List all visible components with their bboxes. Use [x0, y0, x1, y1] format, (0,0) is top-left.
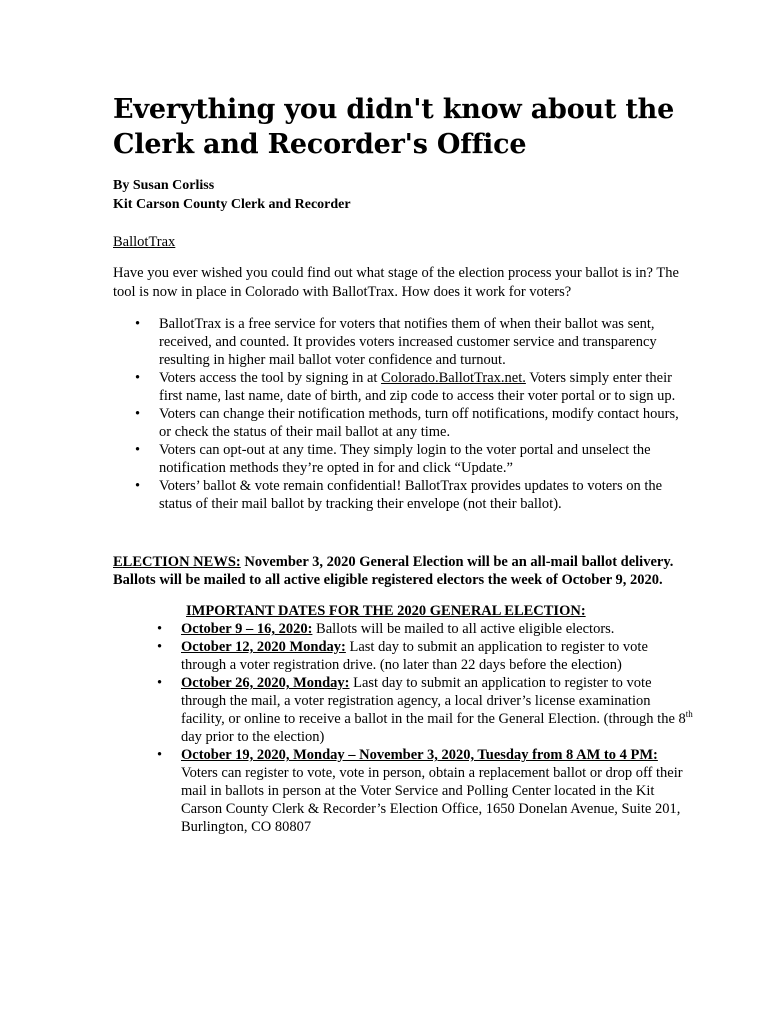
date-label: October 9 – 16, 2020:	[181, 621, 313, 637]
ordinal-suffix: th	[685, 709, 693, 720]
date-item	[181, 638, 693, 674]
date-text: Voters can register to vote, vote in person, obtain a replacement ballot or drop off their mail in ballots in person at the Voter Service and Polling Center located in the Kit Carson County Clerk & Recorder’s Election Office, 1650 Donelan Avenue, Suite 201, Burlington, CO 80807	[181, 765, 683, 835]
date-item	[181, 674, 693, 746]
author-role: Kit Carson County Clerk and Recorder	[113, 197, 351, 212]
author-name: By Susan Corliss	[113, 178, 215, 193]
date-label: October 26, 2020, Monday:	[181, 675, 350, 691]
date-item	[181, 746, 693, 836]
intro-paragraph: Have you ever wished you could find out what stage of the election process your ballot is in? The tool is now in place in Colorado with BallotTrax. How does it work for voters?	[113, 265, 679, 300]
election-news-text: November 3, 2020 General Election will be an all-mail ballot delivery. Ballots will be mailed to all active eligible registered electors the week of October 9, 2020.	[113, 554, 674, 588]
election-news	[113, 553, 693, 589]
date-label: October 19, 2020, Monday – November 3, 2020, Tuesday from 8 AM to 4 PM:	[181, 747, 658, 763]
date-label: October 12, 2020 Monday:	[181, 639, 346, 655]
section-heading-ballottrax: BallotTrax	[113, 234, 176, 250]
ballottrax-link[interactable]: Colorado.BallotTrax.net.	[381, 370, 526, 386]
election-news-label: ELECTION NEWS:	[113, 554, 241, 570]
important-dates-heading: IMPORTANT DATES FOR THE 2020 GENERAL ELECTION:	[186, 603, 586, 619]
bullet-item: • Voters’ ballot & vote remain confidential! BallotTrax provides updates to voters on the status of their mail ballot by tracking their envelope (not their ballot).	[159, 477, 693, 513]
date-text: day prior to the election)	[181, 729, 325, 745]
bullet-item: • BallotTrax is a free service for voters that notifies them of when their ballot was sent, received, and counted. It provides voters increased customer service and transparency resulting in higher mail ballot voter confidence and turnout.	[159, 315, 693, 369]
bullet-item	[159, 369, 693, 405]
bullet-item: • Voters can change their notification methods, turn off notifications, modify contact hours, or check the status of their mail ballot at any time.	[159, 405, 693, 441]
date-item	[181, 620, 693, 638]
bullet-text: Voters access the tool by signing in at	[159, 370, 382, 386]
ballottrax-bullet-list	[113, 315, 693, 513]
date-text: Last day to submit an application to register to vote through the mail, a voter registration agency, a local driver’s license examination facility, or online to receive a ballot in the mail for the General Election. (through the 8	[181, 675, 686, 727]
important-dates-list	[113, 620, 693, 836]
article-title: Everything you didn't know about the Clerk and Recorder's Office	[113, 94, 675, 160]
document-page	[113, 92, 693, 836]
bullet-text: Voters simply enter their first name, last name, date of birth, and zip code to access their voter portal or to sign up.	[159, 370, 676, 404]
bullet-item: • Voters can opt-out at any time. They simply login to the voter portal and unselect the notification methods they’re opted in for and click “Update.”	[159, 441, 693, 477]
date-text: Ballots will be mailed to all active eligible electors.	[312, 621, 615, 637]
date-text: Last day to submit an application to register to vote through a voter registration drive. (no later than 22 days before the election)	[181, 639, 648, 673]
